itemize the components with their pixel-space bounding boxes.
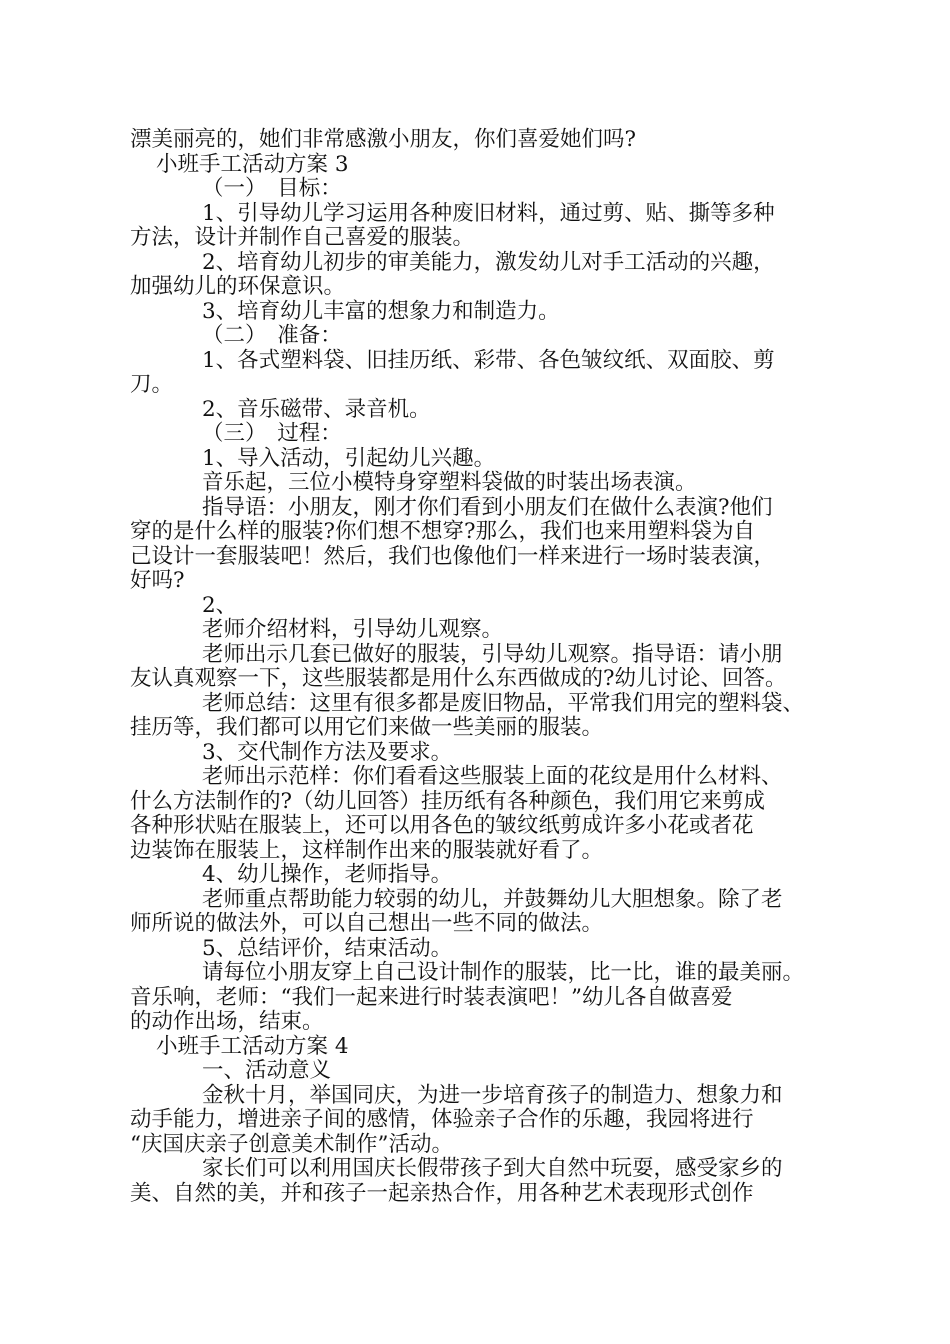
- text-line: 好吗?: [130, 568, 185, 593]
- text-line: 穿的是什么样的服装?你们想不想穿?那么，我们也来用塑料袋为自: [130, 519, 756, 544]
- section-heading: 小班手工活动方案 3: [156, 151, 349, 177]
- text-line: 请每位小朋友穿上自己设计制作的服装，比一比，谁的最美丽。: [202, 960, 805, 985]
- text-line: 边装饰在服装上，这样制作出来的服装就好看了。: [130, 837, 604, 863]
- text-line: 1、各式塑料袋、旧挂历纸、彩带、各色皱纹纸、双面胶、剪: [202, 347, 775, 373]
- text-line: 一、活动意义: [202, 1058, 332, 1083]
- text-line: （二） 准备：: [202, 323, 342, 348]
- text-line: 家长们可以利用国庆长假带孩子到大自然中玩耍，感受家乡的: [202, 1156, 783, 1181]
- document-body: [130, 128, 820, 1206]
- text-line: 师所说的做法外，可以自己想出一些不同的做法。: [130, 911, 604, 936]
- text-line: 各种形状贴在服装上，还可以用各色的皱纹纸剪成许多小花或者花: [130, 813, 754, 838]
- section-heading: 小班手工活动方案 4: [156, 1033, 349, 1059]
- text-line: （三） 过程：: [202, 421, 342, 446]
- text-line: 老师出示几套已做好的服装，引导幼儿观察。指导语：请小朋: [202, 641, 783, 667]
- text-line: 老师介绍材料，引导幼儿观察。: [202, 617, 504, 642]
- text-line: 的动作出场，结束。: [130, 1009, 324, 1034]
- text-line: “庆国庆亲子创意美术制作”活动。: [130, 1131, 453, 1157]
- text-line: 加强幼儿的环保意识。: [130, 274, 346, 299]
- text-line: 3、培育幼儿丰富的想象力和制造力。: [202, 298, 560, 324]
- text-line: 2、音乐磁带、录音机。: [202, 396, 431, 422]
- text-line: 2、培育幼儿初步的审美能力，激发幼儿对手工活动的兴趣，: [202, 249, 775, 275]
- text-line: 老师总结：这里有很多都是废旧物品，平常我们用完的塑料袋、: [202, 690, 805, 716]
- text-line: 什么方法制作的?（幼儿回答）挂历纸有各种颜色，我们用它来剪成: [130, 788, 766, 814]
- text-line: 4、幼儿操作，老师指导。: [202, 862, 453, 887]
- text-line: 1、引导幼儿学习运用各种废旧材料，通过剪、贴、撕等多种: [202, 200, 775, 226]
- text-line: 己设计一套服装吧！然后，我们也像他们一样来进行一场时装表演，: [130, 543, 776, 569]
- text-line: 刀。: [130, 372, 174, 397]
- text-line: 金秋十月，举国同庆，为进一步培育孩子的制造力、想象力和: [202, 1082, 783, 1108]
- text-line: 1、导入活动，引起幼儿兴趣。: [202, 445, 496, 471]
- text-line: 音乐响，老师：“我们一起来进行时装表演吧！”幼儿各自做喜爱: [130, 984, 733, 1010]
- text-line: 5、总结评价，结束活动。: [202, 935, 453, 961]
- text-line: 3、交代制作方法及要求。: [202, 739, 453, 765]
- text-line: 友认真观察一下，这些服装都是用什么东西做成的?幼儿讨论、回答。: [130, 666, 787, 691]
- text-line: 指导语：小朋友，刚才你们看到小朋友们在做什么表演?他们: [202, 494, 773, 520]
- text-line: 动手能力，增进亲子间的感情，体验亲子合作的乐趣，我园将进行: [130, 1107, 754, 1132]
- text-line: 老师重点帮助能力较弱的幼儿，并鼓舞幼儿大胆想象。除了老: [202, 886, 783, 912]
- text-line: 方法，设计并制作自己喜爱的服装。: [130, 225, 475, 250]
- text-line: 漂美丽亮的，她们非常感激小朋友，你们喜爱她们吗?: [130, 127, 637, 152]
- text-line: 老师出示范样：你们看看这些服装上面的花纹是用什么材料、: [202, 764, 783, 789]
- text-line: 2、: [202, 592, 238, 618]
- text-line: 挂历等，我们都可以用它们来做一些美丽的服装。: [130, 715, 604, 740]
- text-line: （一） 目标：: [202, 176, 342, 201]
- text-line: 音乐起，三位小模特身穿塑料袋做的时装出场表演。: [202, 470, 697, 495]
- text-line: 美、自然的美，并和孩子一起亲热合作，用各种艺术表现形式创作: [130, 1180, 754, 1206]
